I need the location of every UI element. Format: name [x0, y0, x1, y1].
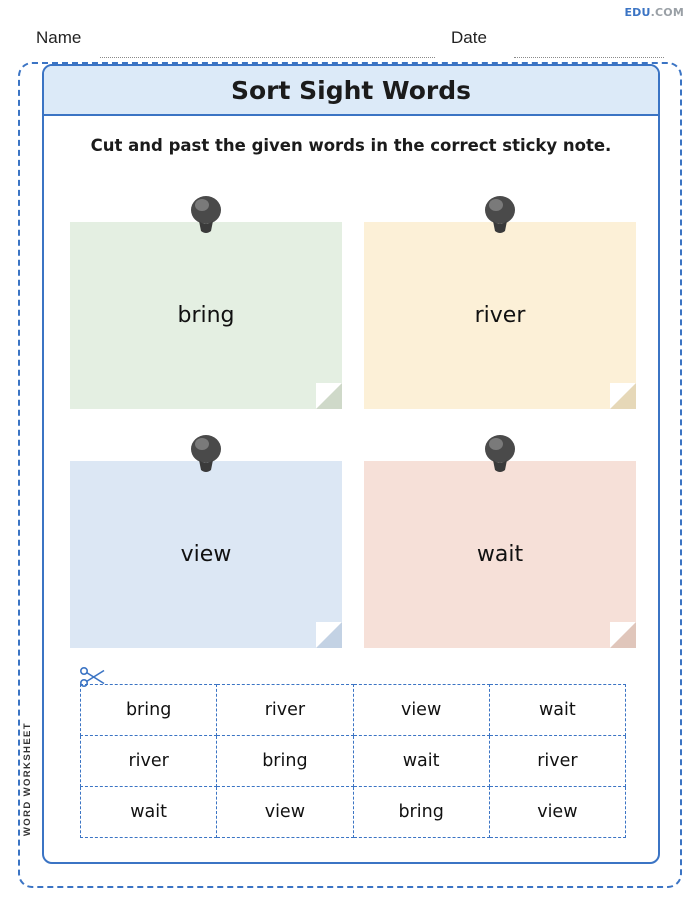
- word-cell[interactable]: view: [217, 787, 353, 838]
- name-date-row: [36, 28, 664, 56]
- sticky-note-item[interactable]: [364, 192, 636, 409]
- word-cell[interactable]: river: [81, 736, 217, 787]
- sticky-note-item[interactable]: [70, 192, 342, 409]
- sticky-note-item[interactable]: [70, 431, 342, 648]
- brand-edu-text: EDU: [624, 6, 651, 19]
- instruction-text: Cut and past the given words in the correct sticky note.: [90, 136, 612, 155]
- sticky-note-wait[interactable]: [364, 461, 636, 648]
- sticky-note-view[interactable]: [70, 461, 342, 648]
- vertical-worksheet-label: WORD WORKSHEET: [22, 721, 33, 836]
- word-cell[interactable]: bring: [81, 685, 217, 736]
- cut-out-words-table: [80, 684, 626, 838]
- brand-logo: [624, 6, 684, 19]
- note-fold-triangle: [610, 622, 636, 648]
- sticky-note-bring[interactable]: [70, 222, 342, 409]
- table-row: [81, 736, 626, 787]
- word-cell[interactable]: view: [489, 787, 625, 838]
- word-cell[interactable]: view: [353, 685, 489, 736]
- sticky-note-word: bring: [177, 303, 235, 328]
- sticky-note-word: river: [474, 303, 526, 328]
- note-fold-triangle: [316, 383, 342, 409]
- word-cell[interactable]: wait: [81, 787, 217, 838]
- table-row: [81, 787, 626, 838]
- sticky-note-word: view: [180, 542, 232, 567]
- note-fold-triangle: [316, 622, 342, 648]
- word-cell[interactable]: bring: [353, 787, 489, 838]
- table-row: [81, 685, 626, 736]
- name-write-line[interactable]: [100, 57, 435, 58]
- date-write-line[interactable]: [514, 57, 664, 58]
- sticky-note-item[interactable]: [364, 431, 636, 648]
- sticky-notes-grid: [70, 192, 636, 648]
- worksheet-card: [42, 64, 660, 864]
- brand-dotcom-text: .COM: [650, 6, 684, 19]
- word-cell[interactable]: river: [489, 736, 625, 787]
- page-title: Sort Sight Words: [44, 66, 658, 116]
- word-cell[interactable]: wait: [489, 685, 625, 736]
- word-cell[interactable]: river: [217, 685, 353, 736]
- sticky-note-word: wait: [476, 542, 524, 567]
- name-label: Name: [36, 28, 82, 47]
- note-fold-triangle: [610, 383, 636, 409]
- date-label: Date: [451, 28, 487, 47]
- word-cell[interactable]: wait: [353, 736, 489, 787]
- sticky-note-river[interactable]: [364, 222, 636, 409]
- word-cell[interactable]: bring: [217, 736, 353, 787]
